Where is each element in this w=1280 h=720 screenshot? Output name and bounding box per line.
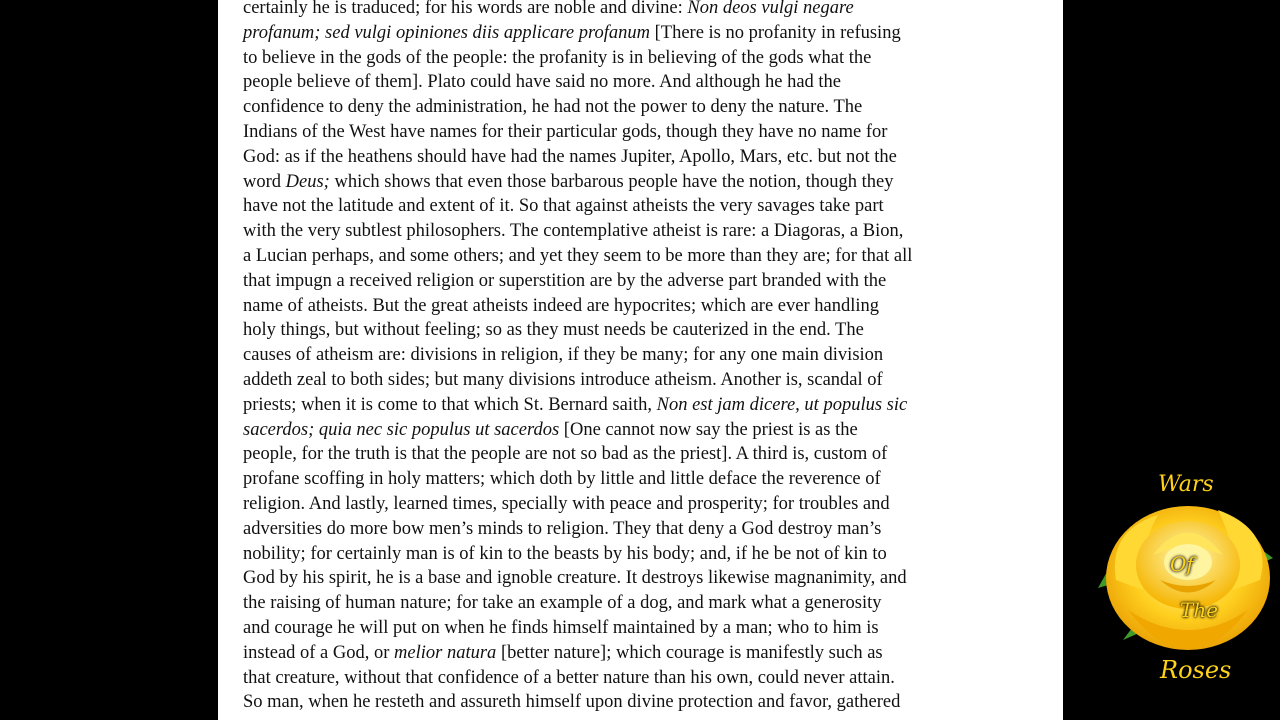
text-line (243, 418, 1058, 443)
latin-quote: Deus; (285, 171, 330, 192)
wars-of-the-roses-logo (1098, 470, 1278, 690)
text-segment: Indians of the West have names for their particular gods, though they have no name for (243, 121, 888, 142)
text-segment: name of atheists. But the great atheists indeed are hypocrites; which are ever handling (243, 295, 879, 316)
latin-quote: Non deos vulgi negare (687, 0, 854, 18)
document-text (243, 0, 1058, 715)
text-line (243, 616, 1058, 641)
latin-quote: melior natura (394, 642, 497, 663)
text-segment: the raising of human nature; for take an example of a dog, and mark what a generosity (243, 593, 882, 614)
text-line (243, 343, 1058, 368)
text-line (243, 194, 1058, 219)
text-segment: religion. And lastly, learned times, specially with peace and prosperity; for troubles and (243, 493, 890, 514)
text-segment: that creature, without that confidence of a better nature than his own, could never attain. (243, 667, 895, 688)
text-segment: adversities do more bow men’s minds to religion. They that deny a God destroy man’s (243, 518, 882, 539)
logo-word-the: The (1180, 598, 1219, 622)
text-segment: people believe of them]. Plato could have said no more. And although he had the (243, 72, 842, 93)
text-line (243, 170, 1058, 195)
text-segment: with the very subtlest philosophers. The contemplative atheist is rare: a Diagoras, a Bion, (243, 221, 904, 242)
text-line (243, 294, 1058, 319)
text-segment: causes of atheism are: divisions in religion, if they be many; for any one main division (243, 345, 884, 366)
text-line (243, 641, 1058, 666)
text-line (243, 517, 1058, 542)
text-segment: instead of a God, or (243, 642, 395, 663)
text-line (243, 566, 1058, 591)
text-segment: So man, when he resteth and assureth himself upon divine protection and favor, gathered (243, 692, 901, 713)
text-line (243, 666, 1058, 691)
text-segment: and courage he will put on when he finds himself maintained by a man; who to him is (243, 617, 879, 638)
text-line (243, 467, 1058, 492)
text-line (243, 46, 1058, 71)
latin-quote: Non est jam dicere, ut populus sic (656, 394, 908, 415)
latin-quote: sacerdos; quia nec sic populus ut sacerdos (243, 419, 560, 440)
text-line (243, 70, 1058, 95)
text-segment: [One cannot now say the priest is as the (559, 419, 858, 440)
text-line (243, 269, 1058, 294)
text-segment: word (243, 171, 286, 192)
text-line (243, 690, 1058, 715)
text-line (243, 591, 1058, 616)
text-segment: God by his spirit, he is a base and ignoble creature. It destroys likewise magnanimity, and (243, 568, 907, 589)
text-line (243, 393, 1058, 418)
text-segment: profane scoffing in holy matters; which doth by little and little deface the reverence of (243, 469, 881, 490)
text-segment: holy things, but without feeling; so as they must needs be cauterized in the end. The (243, 320, 864, 341)
text-line (243, 368, 1058, 393)
text-line (243, 318, 1058, 343)
text-segment: nobility; for certainly man is of kin to the beasts by his body; and, if he be not of kin to (243, 543, 887, 564)
text-line (243, 120, 1058, 145)
text-line (243, 244, 1058, 269)
logo-word-of: Of (1170, 552, 1194, 576)
text-segment: that impugn a received religion or superstition are by the adverse part branded with the (243, 270, 887, 291)
text-segment: [better nature]; which courage is manifestly such as (496, 642, 883, 663)
text-segment: [There is no profanity in refusing (649, 22, 901, 43)
text-line (243, 442, 1058, 467)
text-segment: which shows that even those barbarous people have the notion, though they (329, 171, 894, 192)
text-segment: people, for the truth is that the people are not so bad as the priest]. A third is, custom of (243, 444, 888, 465)
text-line (243, 542, 1058, 567)
text-line (243, 145, 1058, 170)
text-segment: God: as if the heathens should have had the names Jupiter, Apollo, Mars, etc. but not the (243, 146, 897, 167)
text-segment: priests; when it is come to that which St. Bernard saith, (243, 394, 657, 415)
text-line (243, 21, 1058, 46)
latin-quote: profanum; sed vulgi opiniones diis applicare profanum (243, 22, 650, 43)
logo-word-wars: Wars (1158, 472, 1214, 497)
text-segment: to believe in the gods of the people: the profanity is in believing of the gods what the (243, 47, 872, 68)
text-segment: confidence to deny the administration, he had not the power to deny the nature. The (243, 97, 863, 118)
text-line (243, 219, 1058, 244)
text-line (243, 95, 1058, 120)
text-segment: a Lucian perhaps, and some others; and yet they seem to be more than they are; for that all (243, 245, 913, 266)
document-page (218, 0, 1063, 720)
text-line (243, 0, 1058, 21)
text-segment: have not the latitude and extent of it. So that against atheists the very savages take part (243, 196, 884, 217)
logo-word-roses: Roses (1160, 656, 1232, 684)
text-segment: certainly he is traduced; for his words are noble and divine: (243, 0, 688, 18)
text-line (243, 492, 1058, 517)
text-segment: addeth zeal to both sides; but many divisions introduce atheism. Another is, scandal of (243, 369, 883, 390)
